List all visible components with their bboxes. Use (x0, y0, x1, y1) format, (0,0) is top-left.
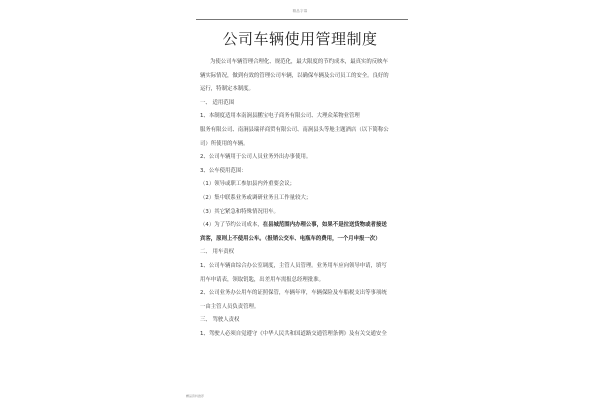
paragraph-line: 3、公车使用范围： (200, 167, 247, 174)
paragraph-line: 1、公司车辆由综合办公室调度，主管人员管理。业务用车应向领导申请，填写 (200, 262, 387, 269)
paragraph-line: 为使公司车辆管理合理化、规范化，最大限度的节约成本，最真实的反映车 (210, 59, 388, 65)
paragraph-line: 1、本制度适用本南涧县鹏宝电子商务有限公司、大理众茱物业管理 (200, 113, 360, 120)
page-footer-text: 精品资料推荐 (186, 394, 205, 398)
paragraph-line: 1、驾驶人必须自觉遵守《中华人民共和国道路交通管理条例》及有关交通安全 (200, 330, 387, 337)
paragraph-line: 2、公司车辆用于公司人员业务外出办事使用。 (200, 154, 312, 161)
bold-text: 在县城范围内办理公事，如果不是拉送货物或者接送 (262, 222, 387, 229)
paragraph-line: 服务有限公司、南涧县瑞祥商贸有限公司、南涧县头等舱主题酒店（以下简称公 (200, 126, 389, 133)
paragraph-line: 一由主管人员负责管理。 (200, 303, 260, 310)
paragraph-line (200, 219, 410, 233)
bold-line (200, 233, 410, 247)
document-title: 公司车辆使用管理制度 (222, 30, 378, 48)
bold-text: 宾客，原则上不使用公车。（报销公交车、电瓶车的费用，一个月申报一次） (200, 235, 381, 242)
document-body (200, 56, 410, 341)
paragraph-line: （1）领导或职工参加县内外重要会议； (200, 181, 296, 188)
paragraph-line: 运行，特制定本制度。 (200, 86, 254, 93)
page-header-text: 精品字幕 (292, 9, 308, 13)
paragraph-line: 2、公司业务办公用车的证照保管，车辆年审，车辆保险及车船税支出等事项统 (200, 290, 387, 297)
section-heading: 二、 用车责权 (200, 249, 235, 256)
paragraph-line: （3）其它紧急和特殊情况用车。 (200, 208, 279, 215)
paragraph-line: （2）集中联系业务或调研业务且工作量较大； (200, 194, 312, 201)
section-heading: 一、 适用范围 (200, 99, 235, 106)
paragraph-line: 司）所使用的车辆。 (200, 140, 249, 147)
paragraph-line: 用车申请表，领取钥匙，出差用车需报总经理批准。 (200, 276, 324, 283)
header-rule (196, 19, 408, 20)
section-heading: 三、 驾驶人责权 (200, 317, 240, 324)
paragraph-line-part: （4）为了节约公司成本， (200, 222, 263, 229)
paragraph-line: 辆实际情况，做到有效的管理公司车辆，以确保车辆及公司员工的安全。良好的 (200, 72, 389, 79)
